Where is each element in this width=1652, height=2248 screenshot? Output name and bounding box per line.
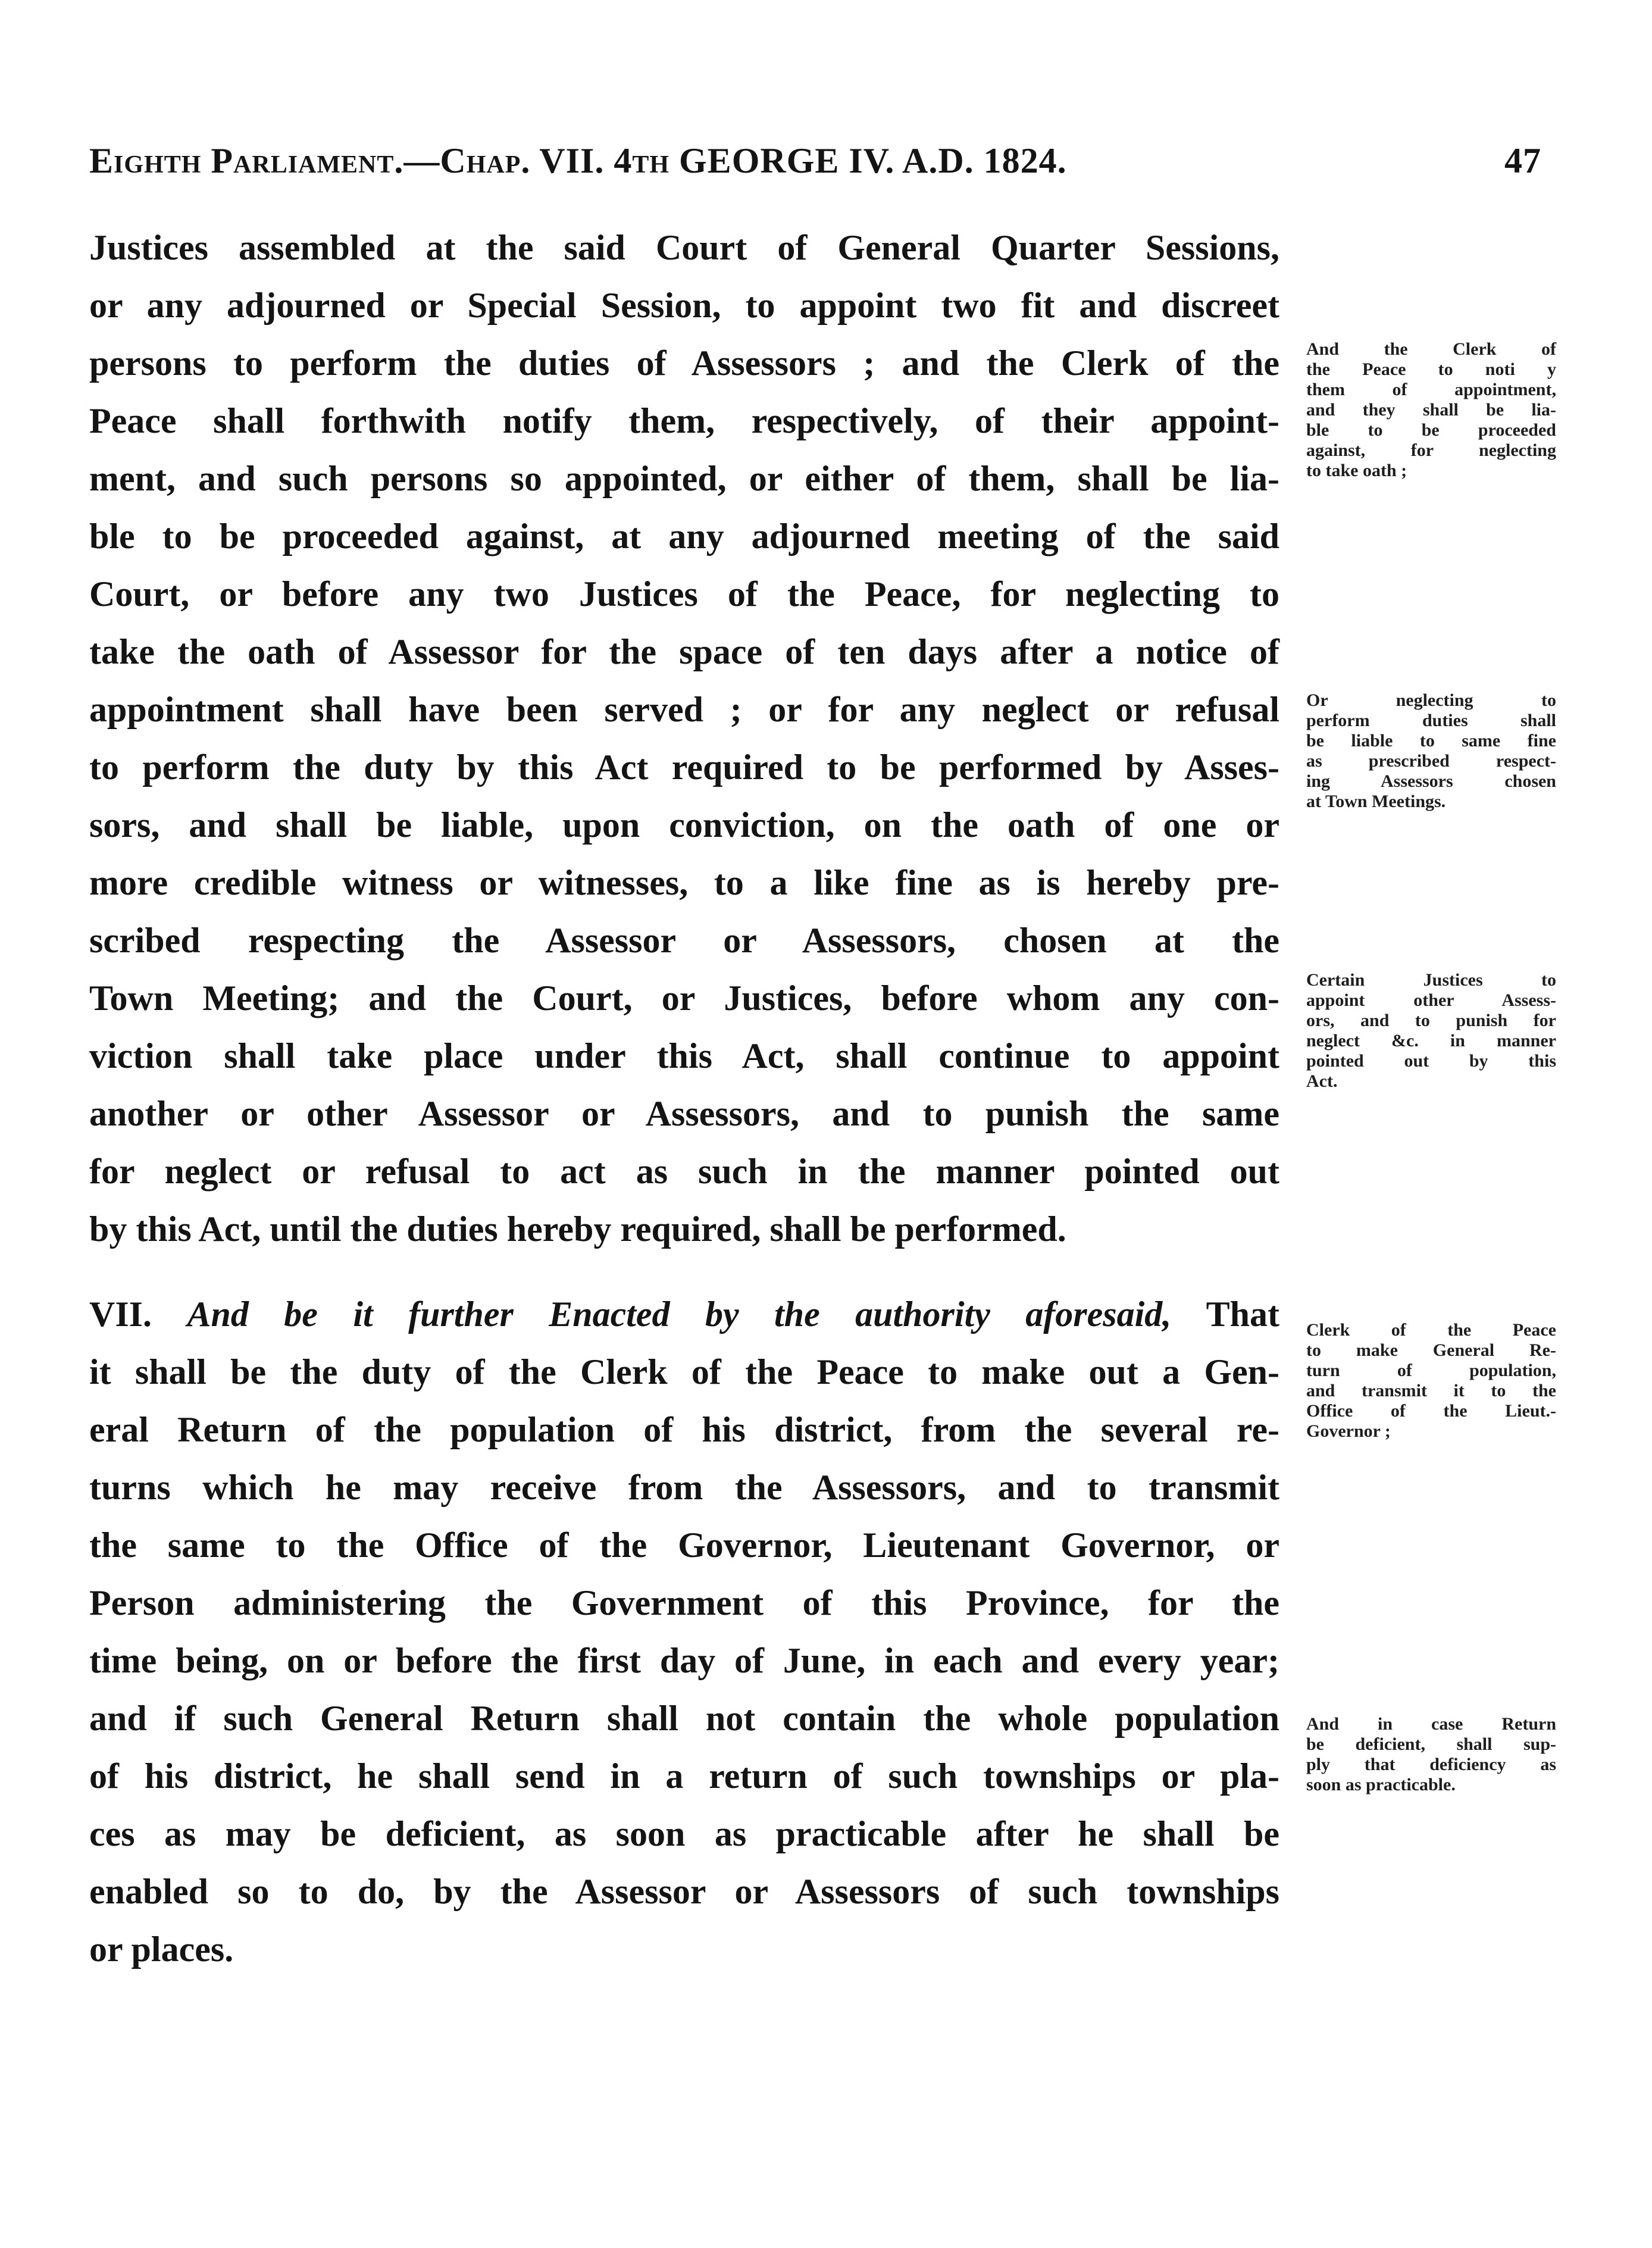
note-line: ors, and to punish for xyxy=(1306,1011,1556,1030)
text-line: Town Meeting; and the Court, or Justices, before whom any con- xyxy=(89,978,1279,1018)
note-line: ply that deficiency as xyxy=(1306,1755,1556,1774)
note-line: pointed out by this xyxy=(1306,1051,1556,1071)
text-line: ces as may be deficient, as soon as practicable after he shall be xyxy=(89,1814,1279,1853)
text-line: sors, and shall be liable, upon conviction, on the oath of one or xyxy=(89,805,1279,845)
text-line: take the oath of Assessor for the space of ten days after a notice of xyxy=(89,632,1279,671)
text-line: by this Act, until the duties hereby required, shall be performed. xyxy=(89,1209,1066,1249)
text-line: or places. xyxy=(89,1930,234,1969)
note-line: and transmit it to the xyxy=(1306,1381,1556,1400)
header-title: Eighth Parliament.—Chap. VII. 4th GEORGE IV. A.D. 1824. xyxy=(89,141,1067,180)
note-line: against, for neglecting xyxy=(1306,440,1556,460)
note-line: perform duties shall xyxy=(1306,711,1556,730)
text-line: another or other Assessor or Assessors, and to punish the same xyxy=(89,1094,1279,1133)
note-line: at Town Meetings. xyxy=(1306,792,1446,811)
note-line: them of appointment, xyxy=(1306,380,1556,399)
note-line: And in case Return xyxy=(1306,1714,1556,1734)
text-line: Peace shall forthwith notify them, respectively, of their appoint- xyxy=(89,401,1279,440)
note-line: the Peace to noti y xyxy=(1306,359,1556,379)
note-line: Clerk of the Peace xyxy=(1306,1320,1556,1340)
first-line-rest: That xyxy=(1206,1295,1279,1334)
section-heading-line xyxy=(89,1286,1279,1343)
note-line: ble to be proceeded xyxy=(1306,420,1556,440)
text-line: time being, on or before the first day of June, in each and every year; xyxy=(89,1641,1279,1680)
text-line: or any adjourned or Special Session, to appoint two fit and discreet xyxy=(89,286,1279,325)
text-line: it shall be the duty of the Clerk of the Peace to make out a Gen- xyxy=(89,1352,1279,1392)
note-line: to take oath ; xyxy=(1306,461,1407,480)
text-line: persons to perform the duties of Assessors ; and the Clerk of the xyxy=(89,343,1279,383)
enacting-clause: And be it further Enacted by the authority aforesaid, xyxy=(187,1295,1172,1334)
text-line: turns which he may receive from the Assessors, and to transmit xyxy=(89,1468,1279,1507)
text-line: scribed respecting the Assessor or Assessors, chosen at the xyxy=(89,921,1279,960)
note-line: as prescribed respect- xyxy=(1306,751,1556,771)
margin-note-neglecting-duties xyxy=(1306,690,1556,812)
text-line: enabled so to do, by the Assessor or Assessors of such townships xyxy=(89,1872,1279,1911)
note-line: turn of population, xyxy=(1306,1361,1556,1380)
text-line: Person administering the Government of this Province, for the xyxy=(89,1583,1279,1622)
section-number: VII. xyxy=(89,1295,152,1334)
page-number: 47 xyxy=(1504,141,1541,180)
text-line: Court, or before any two Justices of the Peace, for neglecting to xyxy=(89,574,1279,614)
text-line: ment, and such persons so appointed, or either of them, shall be lia- xyxy=(89,459,1279,498)
note-line: Act. xyxy=(1306,1071,1338,1091)
note-line: Or neglecting to xyxy=(1306,690,1556,710)
note-line: Governor ; xyxy=(1306,1421,1391,1441)
text-line: the same to the Office of the Governor, Lieutenant Governor, or xyxy=(89,1525,1279,1565)
paragraph-2 xyxy=(89,1286,1279,1978)
text-line: of his district, he shall send in a return of such townships or pla- xyxy=(89,1756,1279,1796)
text-line: ble to be proceeded against, at any adjourned meeting of the said xyxy=(89,517,1279,556)
note-line: neglect &c. in manner xyxy=(1306,1031,1556,1050)
note-line: and they shall be lia- xyxy=(1306,400,1556,420)
note-line: Certain Justices to xyxy=(1306,970,1556,990)
note-line: And the Clerk of xyxy=(1306,339,1556,359)
note-line: Office of the Lieut.- xyxy=(1306,1401,1556,1421)
text-line: eral Return of the population of his district, from the several re- xyxy=(89,1410,1279,1449)
margin-note-general-return xyxy=(1306,1320,1556,1442)
note-line: appoint other Assess- xyxy=(1306,990,1556,1010)
note-line: soon as practicable. xyxy=(1306,1775,1456,1794)
note-line: be deficient, shall sup- xyxy=(1306,1734,1556,1754)
margin-note-deficient-return xyxy=(1306,1714,1556,1795)
text-line: to perform the duty by this Act required to be performed by Asses- xyxy=(89,748,1279,787)
running-header xyxy=(89,140,1541,194)
text-line: more credible witness or witnesses, to a like fine as is hereby pre- xyxy=(89,863,1279,902)
note-line: to make General Re- xyxy=(1306,1340,1556,1360)
text-line: for neglect or refusal to act as such in the manner pointed out xyxy=(89,1152,1279,1191)
note-line: be liable to same fine xyxy=(1306,731,1556,751)
note-line: ing Assessors chosen xyxy=(1306,771,1556,791)
text-line: and if such General Return shall not contain the whole population xyxy=(89,1699,1279,1738)
margin-note-clerk-notify xyxy=(1306,339,1556,481)
text-line: appointment shall have been served ; or for any neglect or refusal xyxy=(89,690,1279,729)
text-line: viction shall take place under this Act, shall continue to appoint xyxy=(89,1036,1279,1075)
paragraph-1 xyxy=(89,219,1279,1258)
text-line: Justices assembled at the said Court of General Quarter Sessions, xyxy=(89,228,1279,267)
margin-note-justices-appoint xyxy=(1306,970,1556,1092)
